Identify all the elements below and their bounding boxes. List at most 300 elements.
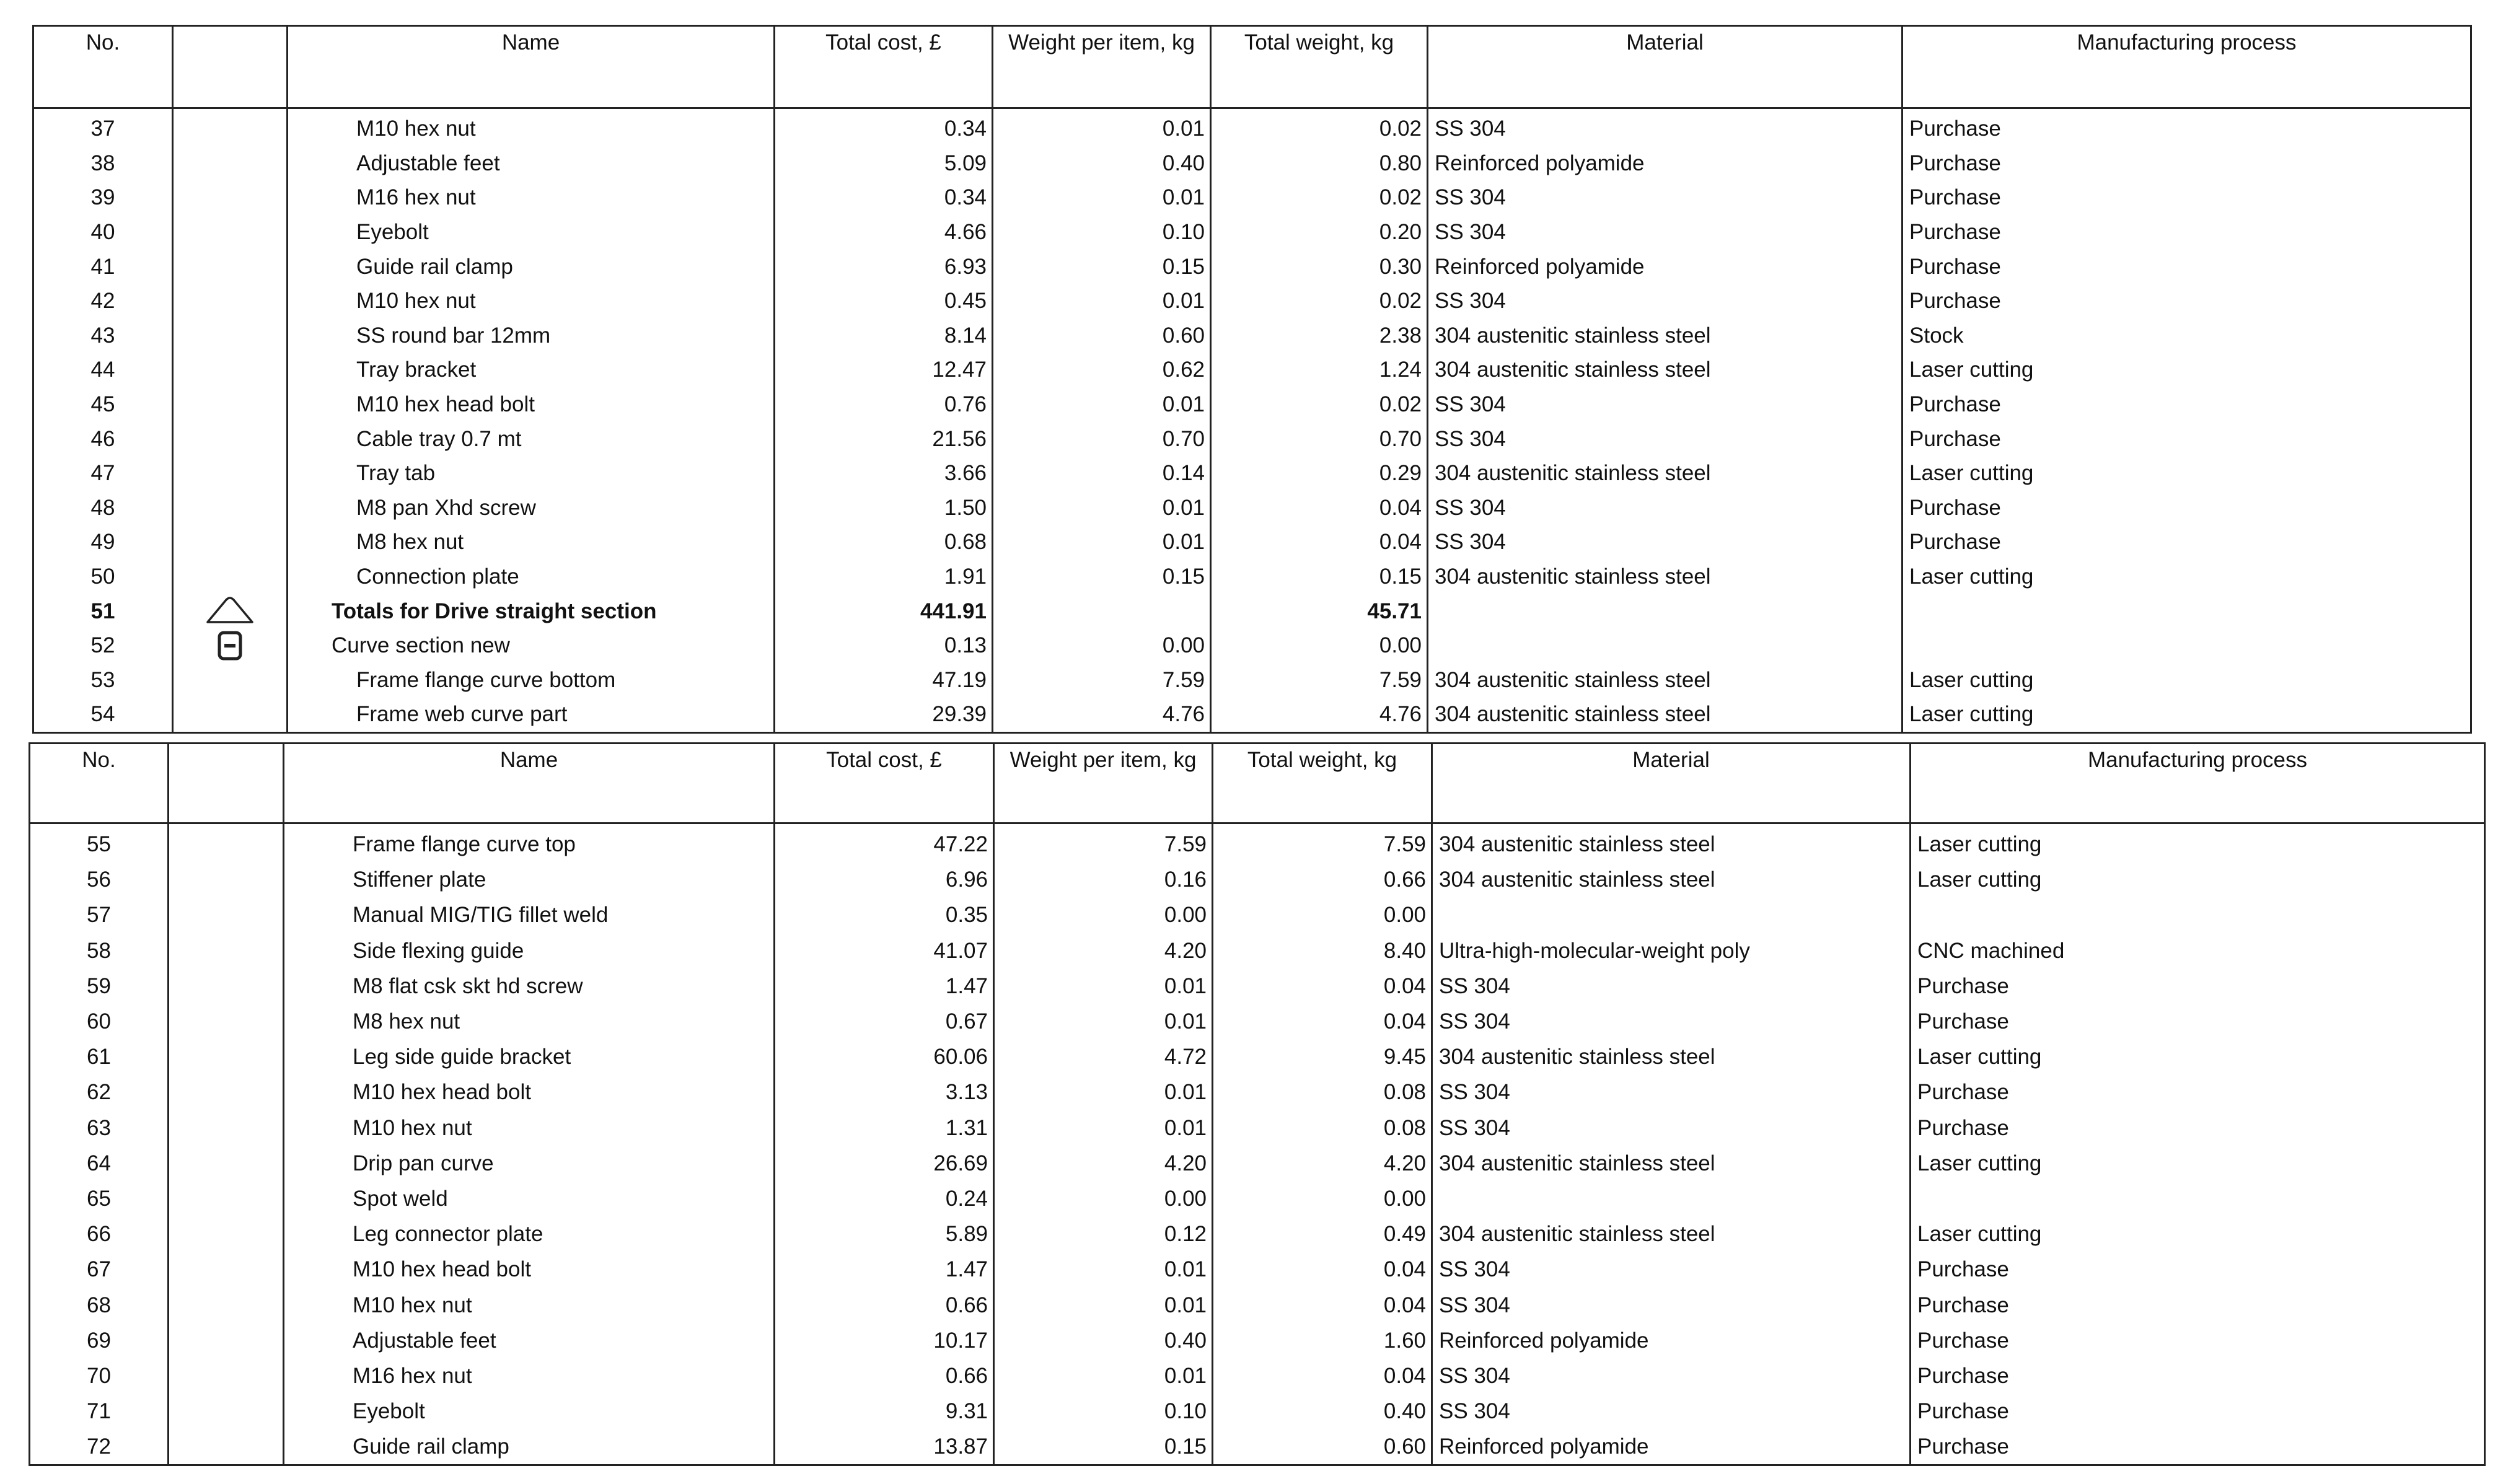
table-row bbox=[33, 387, 2471, 422]
cell-no: 57 bbox=[30, 897, 169, 933]
cell-material: 304 austenitic stainless steel bbox=[1428, 663, 1903, 698]
cell-icon bbox=[169, 1394, 284, 1429]
cell-icon bbox=[173, 318, 288, 353]
cell-material bbox=[1428, 594, 1903, 628]
col-header-no: No. bbox=[33, 26, 173, 108]
cell-process: Laser cutting bbox=[1911, 1146, 2485, 1181]
cell-name: M8 hex nut bbox=[288, 525, 775, 560]
cell-total-cost: 60.06 bbox=[775, 1039, 994, 1074]
cell-total-weight: 0.04 bbox=[1211, 525, 1428, 560]
cell-total-cost: 6.93 bbox=[775, 249, 993, 284]
cell-no: 51 bbox=[33, 594, 173, 628]
cell-total-cost: 5.09 bbox=[775, 146, 993, 181]
cell-material: SS 304 bbox=[1428, 108, 1903, 146]
cell-total-cost: 0.76 bbox=[775, 387, 993, 422]
col-header-name: Name bbox=[288, 26, 775, 108]
cell-total-cost: 12.47 bbox=[775, 353, 993, 387]
cell-weight-per-item: 4.20 bbox=[994, 1146, 1213, 1181]
cell-icon bbox=[169, 1287, 284, 1322]
col-header-total-cost: Total cost, £ bbox=[775, 26, 993, 108]
cell-total-cost: 0.35 bbox=[775, 897, 994, 933]
cell-no: 71 bbox=[30, 1394, 169, 1429]
cell-no: 48 bbox=[33, 491, 173, 525]
cell-total-weight: 0.02 bbox=[1211, 108, 1428, 146]
cell-weight-per-item: 0.16 bbox=[994, 862, 1213, 897]
table-row bbox=[33, 594, 2471, 628]
cell-total-weight: 0.08 bbox=[1213, 1074, 1432, 1110]
cell-total-cost: 26.69 bbox=[775, 1146, 994, 1181]
cell-total-cost: 29.39 bbox=[775, 697, 993, 732]
cell-name: Tray tab bbox=[288, 456, 775, 491]
cell-process bbox=[1903, 628, 2471, 663]
cell-name: Frame web curve part bbox=[288, 697, 775, 732]
cell-total-weight: 4.20 bbox=[1213, 1146, 1432, 1181]
cell-name: M10 hex nut bbox=[288, 284, 775, 318]
cell-total-cost: 6.96 bbox=[775, 862, 994, 897]
table-row bbox=[30, 1146, 2485, 1181]
cell-total-weight: 0.02 bbox=[1211, 387, 1428, 422]
cell-name: M10 hex nut bbox=[284, 1110, 775, 1146]
cell-icon bbox=[173, 628, 288, 663]
cell-no: 67 bbox=[30, 1252, 169, 1287]
cell-name: Curve section new bbox=[288, 628, 775, 663]
cell-no: 58 bbox=[30, 933, 169, 968]
cell-process: Purchase bbox=[1911, 968, 2485, 1004]
cell-process: Purchase bbox=[1911, 1323, 2485, 1358]
cell-total-weight: 1.24 bbox=[1211, 353, 1428, 387]
cell-weight-per-item: 0.12 bbox=[994, 1216, 1213, 1252]
cell-no: 44 bbox=[33, 353, 173, 387]
cell-weight-per-item: 0.10 bbox=[994, 1394, 1213, 1429]
cell-material: 304 austenitic stainless steel bbox=[1428, 318, 1903, 353]
cell-material: 304 austenitic stainless steel bbox=[1432, 862, 1911, 897]
cell-material bbox=[1428, 628, 1903, 663]
cell-total-weight: 45.71 bbox=[1211, 594, 1428, 628]
table-header-row bbox=[30, 744, 2485, 823]
cell-process: Laser cutting bbox=[1903, 456, 2471, 491]
cell-total-weight: 0.08 bbox=[1213, 1110, 1432, 1146]
table-row bbox=[33, 491, 2471, 525]
cell-no: 62 bbox=[30, 1074, 169, 1110]
cell-process: Purchase bbox=[1903, 146, 2471, 181]
cell-total-weight: 0.20 bbox=[1211, 215, 1428, 250]
cell-no: 59 bbox=[30, 968, 169, 1004]
cell-process: Laser cutting bbox=[1903, 663, 2471, 698]
cell-material bbox=[1432, 897, 1911, 933]
cell-icon bbox=[173, 525, 288, 560]
cell-process: Purchase bbox=[1903, 180, 2471, 215]
table-row bbox=[30, 862, 2485, 897]
cell-icon bbox=[173, 663, 288, 698]
table-row bbox=[30, 1004, 2485, 1039]
cell-icon bbox=[169, 1323, 284, 1358]
cell-material: 304 austenitic stainless steel bbox=[1428, 560, 1903, 594]
cell-icon bbox=[169, 968, 284, 1004]
cell-total-cost: 0.66 bbox=[775, 1358, 994, 1394]
cell-name: M8 pan Xhd screw bbox=[288, 491, 775, 525]
table-row bbox=[30, 1181, 2485, 1216]
cell-total-weight: 0.04 bbox=[1213, 1358, 1432, 1394]
cell-process: Laser cutting bbox=[1903, 560, 2471, 594]
table-row bbox=[33, 284, 2471, 318]
cell-total-weight: 0.04 bbox=[1213, 1004, 1432, 1039]
cell-total-cost: 47.19 bbox=[775, 663, 993, 698]
col-header-total-weight: Total weight, kg bbox=[1211, 26, 1428, 108]
cell-no: 60 bbox=[30, 1004, 169, 1039]
table-row bbox=[33, 108, 2471, 146]
table-row bbox=[30, 1287, 2485, 1322]
cell-name: Manual MIG/TIG fillet weld bbox=[284, 897, 775, 933]
cell-material: Ultra-high-molecular-weight poly bbox=[1432, 933, 1911, 968]
cell-total-weight: 0.40 bbox=[1213, 1394, 1432, 1429]
cell-icon bbox=[173, 456, 288, 491]
cell-weight-per-item: 0.15 bbox=[993, 560, 1211, 594]
cell-name: M16 hex nut bbox=[288, 180, 775, 215]
cell-process bbox=[1903, 594, 2471, 628]
cell-total-weight: 0.00 bbox=[1211, 628, 1428, 663]
cell-material: SS 304 bbox=[1432, 1074, 1911, 1110]
cell-process: Purchase bbox=[1911, 1287, 2485, 1322]
cell-icon bbox=[173, 594, 288, 628]
cell-weight-per-item: 7.59 bbox=[994, 823, 1213, 863]
cell-no: 46 bbox=[33, 421, 173, 456]
cell-total-weight: 0.15 bbox=[1211, 560, 1428, 594]
cell-total-weight: 0.70 bbox=[1211, 421, 1428, 456]
cell-process: Purchase bbox=[1903, 387, 2471, 422]
cell-weight-per-item: 0.01 bbox=[994, 1110, 1213, 1146]
col-header-no: No. bbox=[30, 744, 169, 823]
cell-no: 72 bbox=[30, 1429, 169, 1465]
cell-material: 304 austenitic stainless steel bbox=[1428, 456, 1903, 491]
cell-weight-per-item bbox=[993, 594, 1211, 628]
cell-name: M8 flat csk skt hd screw bbox=[284, 968, 775, 1004]
cell-process: Purchase bbox=[1911, 1252, 2485, 1287]
cell-no: 39 bbox=[33, 180, 173, 215]
cell-total-weight: 0.49 bbox=[1213, 1216, 1432, 1252]
cell-name: Side flexing guide bbox=[284, 933, 775, 968]
cell-total-cost: 8.14 bbox=[775, 318, 993, 353]
cell-icon bbox=[173, 491, 288, 525]
cell-total-cost: 0.13 bbox=[775, 628, 993, 663]
cell-total-cost: 1.31 bbox=[775, 1110, 994, 1146]
cell-process: Laser cutting bbox=[1903, 353, 2471, 387]
cell-material: 304 austenitic stainless steel bbox=[1432, 1039, 1911, 1074]
cell-name: Leg side guide bracket bbox=[284, 1039, 775, 1074]
cell-total-cost: 0.66 bbox=[775, 1287, 994, 1322]
cell-total-cost: 1.91 bbox=[775, 560, 993, 594]
cell-total-cost: 1.47 bbox=[775, 1252, 994, 1287]
cell-process: CNC machined bbox=[1911, 933, 2485, 968]
cell-name: Frame flange curve bottom bbox=[288, 663, 775, 698]
cell-icon bbox=[169, 1004, 284, 1039]
cell-icon bbox=[173, 560, 288, 594]
cell-total-weight: 9.45 bbox=[1213, 1039, 1432, 1074]
cell-total-weight: 0.02 bbox=[1211, 284, 1428, 318]
table-row bbox=[33, 249, 2471, 284]
cell-process: Purchase bbox=[1911, 1394, 2485, 1429]
cell-weight-per-item: 7.59 bbox=[993, 663, 1211, 698]
table-row bbox=[33, 628, 2471, 663]
cell-total-cost: 13.87 bbox=[775, 1429, 994, 1465]
cell-process: Purchase bbox=[1911, 1074, 2485, 1110]
cell-no: 45 bbox=[33, 387, 173, 422]
cell-no: 66 bbox=[30, 1216, 169, 1252]
table-row bbox=[33, 560, 2471, 594]
cell-no: 52 bbox=[33, 628, 173, 663]
cell-material: SS 304 bbox=[1428, 387, 1903, 422]
cell-total-weight: 7.59 bbox=[1213, 823, 1432, 863]
cell-no: 70 bbox=[30, 1358, 169, 1394]
cell-process: Purchase bbox=[1903, 491, 2471, 525]
table-row bbox=[33, 663, 2471, 698]
cell-material: SS 304 bbox=[1432, 1394, 1911, 1429]
cell-name: Eyebolt bbox=[284, 1394, 775, 1429]
cell-weight-per-item: 0.01 bbox=[994, 1074, 1213, 1110]
cell-total-cost: 0.34 bbox=[775, 108, 993, 146]
table-row bbox=[30, 1252, 2485, 1287]
cell-material: Reinforced polyamide bbox=[1432, 1323, 1911, 1358]
cell-total-cost: 3.66 bbox=[775, 456, 993, 491]
cell-icon bbox=[169, 1252, 284, 1287]
cell-material: 304 austenitic stainless steel bbox=[1432, 1216, 1911, 1252]
col-header-process: Manufacturing process bbox=[1911, 744, 2485, 823]
cell-total-weight: 0.30 bbox=[1211, 249, 1428, 284]
table-row bbox=[30, 823, 2485, 863]
table-row bbox=[30, 1074, 2485, 1110]
cell-process: Purchase bbox=[1911, 1004, 2485, 1039]
cell-no: 53 bbox=[33, 663, 173, 698]
cell-weight-per-item: 0.01 bbox=[993, 525, 1211, 560]
cell-name: M10 hex head bolt bbox=[284, 1074, 775, 1110]
cell-name: M8 hex nut bbox=[284, 1004, 775, 1039]
cell-total-cost: 441.91 bbox=[775, 594, 993, 628]
cell-weight-per-item: 0.60 bbox=[993, 318, 1211, 353]
cell-name: M16 hex nut bbox=[284, 1358, 775, 1394]
cell-process: Laser cutting bbox=[1911, 1216, 2485, 1252]
cell-total-weight: 0.00 bbox=[1213, 1181, 1432, 1216]
col-header-name: Name bbox=[284, 744, 775, 823]
table-row bbox=[33, 180, 2471, 215]
cell-total-weight: 1.60 bbox=[1213, 1323, 1432, 1358]
cell-weight-per-item: 0.01 bbox=[994, 968, 1213, 1004]
col-header-icon bbox=[173, 26, 288, 108]
cell-total-cost: 0.68 bbox=[775, 525, 993, 560]
cell-total-weight: 4.76 bbox=[1211, 697, 1428, 732]
cell-total-cost: 0.45 bbox=[775, 284, 993, 318]
table-row bbox=[30, 1429, 2485, 1465]
table-row bbox=[30, 1039, 2485, 1074]
cell-process bbox=[1911, 1181, 2485, 1216]
cell-weight-per-item: 4.20 bbox=[994, 933, 1213, 968]
cell-no: 40 bbox=[33, 215, 173, 250]
cell-icon bbox=[169, 1358, 284, 1394]
cell-total-weight: 0.02 bbox=[1211, 180, 1428, 215]
cell-process: Purchase bbox=[1903, 215, 2471, 250]
cell-total-cost: 1.50 bbox=[775, 491, 993, 525]
cell-total-cost: 10.17 bbox=[775, 1323, 994, 1358]
cell-no: 63 bbox=[30, 1110, 169, 1146]
cell-name: Cable tray 0.7 mt bbox=[288, 421, 775, 456]
cell-weight-per-item: 4.76 bbox=[993, 697, 1211, 732]
cell-material: Reinforced polyamide bbox=[1432, 1429, 1911, 1465]
col-header-material: Material bbox=[1428, 26, 1903, 108]
cell-icon bbox=[169, 1181, 284, 1216]
cell-weight-per-item: 0.01 bbox=[993, 387, 1211, 422]
cell-icon bbox=[169, 823, 284, 863]
cell-total-weight: 0.80 bbox=[1211, 146, 1428, 181]
cell-icon bbox=[169, 1216, 284, 1252]
cell-name: Spot weld bbox=[284, 1181, 775, 1216]
cell-material: SS 304 bbox=[1432, 968, 1911, 1004]
cell-total-cost: 1.47 bbox=[775, 968, 994, 1004]
cell-material: Reinforced polyamide bbox=[1428, 249, 1903, 284]
table-body-2 bbox=[30, 823, 2485, 1465]
cell-process: Laser cutting bbox=[1911, 862, 2485, 897]
cell-weight-per-item: 0.14 bbox=[993, 456, 1211, 491]
cell-icon bbox=[173, 108, 288, 146]
cell-material: SS 304 bbox=[1428, 180, 1903, 215]
cell-weight-per-item: 0.00 bbox=[994, 1181, 1213, 1216]
cell-no: 37 bbox=[33, 108, 173, 146]
cell-icon bbox=[173, 284, 288, 318]
col-header-material: Material bbox=[1432, 744, 1911, 823]
table-row bbox=[30, 1110, 2485, 1146]
cell-icon bbox=[169, 897, 284, 933]
cell-process: Purchase bbox=[1903, 421, 2471, 456]
cell-total-cost: 0.34 bbox=[775, 180, 993, 215]
cell-total-weight: 0.29 bbox=[1211, 456, 1428, 491]
cell-no: 69 bbox=[30, 1323, 169, 1358]
cell-total-weight: 0.04 bbox=[1211, 491, 1428, 525]
cell-no: 49 bbox=[33, 525, 173, 560]
cell-material: SS 304 bbox=[1432, 1110, 1911, 1146]
cell-weight-per-item: 0.40 bbox=[993, 146, 1211, 181]
cell-process: Laser cutting bbox=[1911, 823, 2485, 863]
cell-process: Purchase bbox=[1903, 249, 2471, 284]
cell-weight-per-item: 0.01 bbox=[993, 284, 1211, 318]
cell-total-cost: 47.22 bbox=[775, 823, 994, 863]
cell-weight-per-item: 0.01 bbox=[993, 108, 1211, 146]
cell-material bbox=[1432, 1181, 1911, 1216]
cell-name: Drip pan curve bbox=[284, 1146, 775, 1181]
cell-no: 68 bbox=[30, 1287, 169, 1322]
cell-name: M10 hex head bolt bbox=[284, 1252, 775, 1287]
cell-total-cost: 21.56 bbox=[775, 421, 993, 456]
cell-icon bbox=[173, 697, 288, 732]
cell-total-weight: 0.00 bbox=[1213, 897, 1432, 933]
cell-icon bbox=[169, 1429, 284, 1465]
cell-no: 54 bbox=[33, 697, 173, 732]
cell-weight-per-item: 0.01 bbox=[994, 1004, 1213, 1039]
cell-total-weight: 0.04 bbox=[1213, 1287, 1432, 1322]
cell-name: Guide rail clamp bbox=[288, 249, 775, 284]
cell-total-weight: 0.04 bbox=[1213, 1252, 1432, 1287]
cell-name: Adjustable feet bbox=[288, 146, 775, 181]
bom-table-1 bbox=[32, 25, 2472, 734]
cell-name: Stiffener plate bbox=[284, 862, 775, 897]
cell-name: Guide rail clamp bbox=[284, 1429, 775, 1465]
cell-weight-per-item: 4.72 bbox=[994, 1039, 1213, 1074]
cell-process: Laser cutting bbox=[1903, 697, 2471, 732]
cell-name: Totals for Drive straight section bbox=[288, 594, 775, 628]
cell-material: SS 304 bbox=[1428, 525, 1903, 560]
cell-icon bbox=[173, 249, 288, 284]
table-row bbox=[30, 897, 2485, 933]
cell-total-cost: 0.24 bbox=[775, 1181, 994, 1216]
cell-material: 304 austenitic stainless steel bbox=[1428, 353, 1903, 387]
cell-weight-per-item: 0.01 bbox=[994, 1252, 1213, 1287]
table-row bbox=[30, 933, 2485, 968]
cell-process bbox=[1911, 897, 2485, 933]
cell-weight-per-item: 0.62 bbox=[993, 353, 1211, 387]
cell-no: 47 bbox=[33, 456, 173, 491]
cell-total-weight: 0.66 bbox=[1213, 862, 1432, 897]
cell-process: Purchase bbox=[1903, 108, 2471, 146]
cell-total-cost: 4.66 bbox=[775, 215, 993, 250]
cell-name: Tray bracket bbox=[288, 353, 775, 387]
table-row bbox=[30, 968, 2485, 1004]
cell-name: Leg connector plate bbox=[284, 1216, 775, 1252]
cell-no: 41 bbox=[33, 249, 173, 284]
cell-total-cost: 5.89 bbox=[775, 1216, 994, 1252]
cell-name: M10 hex nut bbox=[288, 108, 775, 146]
collapse-box-icon bbox=[178, 631, 281, 661]
cell-icon bbox=[169, 933, 284, 968]
cell-material: SS 304 bbox=[1432, 1287, 1911, 1322]
cell-no: 61 bbox=[30, 1039, 169, 1074]
cell-icon bbox=[173, 387, 288, 422]
col-header-weight-per-item: Weight per item, kg bbox=[994, 744, 1213, 823]
table-body-1 bbox=[33, 108, 2471, 733]
cell-no: 43 bbox=[33, 318, 173, 353]
col-header-total-cost: Total cost, £ bbox=[775, 744, 994, 823]
cell-process: Purchase bbox=[1903, 284, 2471, 318]
cell-material: 304 austenitic stainless steel bbox=[1428, 697, 1903, 732]
cell-no: 65 bbox=[30, 1181, 169, 1216]
col-header-total-weight: Total weight, kg bbox=[1213, 744, 1432, 823]
cell-material: SS 304 bbox=[1428, 284, 1903, 318]
cell-total-cost: 41.07 bbox=[775, 933, 994, 968]
cell-name: M10 hex nut bbox=[284, 1287, 775, 1322]
cell-material: 304 austenitic stainless steel bbox=[1432, 1146, 1911, 1181]
cell-icon bbox=[169, 1146, 284, 1181]
cell-weight-per-item: 0.15 bbox=[993, 249, 1211, 284]
cell-total-weight: 0.04 bbox=[1213, 968, 1432, 1004]
triangle-outline-icon bbox=[178, 596, 281, 626]
cell-material: SS 304 bbox=[1432, 1004, 1911, 1039]
cell-icon bbox=[173, 353, 288, 387]
cell-weight-per-item: 0.01 bbox=[993, 180, 1211, 215]
cell-no: 56 bbox=[30, 862, 169, 897]
col-header-weight-per-item: Weight per item, kg bbox=[993, 26, 1211, 108]
cell-material: SS 304 bbox=[1432, 1252, 1911, 1287]
cell-material: SS 304 bbox=[1428, 215, 1903, 250]
table-row bbox=[33, 525, 2471, 560]
cell-icon bbox=[173, 421, 288, 456]
table-row bbox=[33, 146, 2471, 181]
cell-weight-per-item: 0.01 bbox=[993, 491, 1211, 525]
table-row bbox=[33, 318, 2471, 353]
cell-total-weight: 2.38 bbox=[1211, 318, 1428, 353]
cell-process: Purchase bbox=[1911, 1429, 2485, 1465]
cell-total-cost: 3.13 bbox=[775, 1074, 994, 1110]
cell-total-weight: 0.60 bbox=[1213, 1429, 1432, 1465]
table-row bbox=[33, 697, 2471, 732]
cell-weight-per-item: 0.00 bbox=[994, 897, 1213, 933]
cell-process: Stock bbox=[1903, 318, 2471, 353]
table-row bbox=[30, 1323, 2485, 1358]
cell-total-cost: 9.31 bbox=[775, 1394, 994, 1429]
